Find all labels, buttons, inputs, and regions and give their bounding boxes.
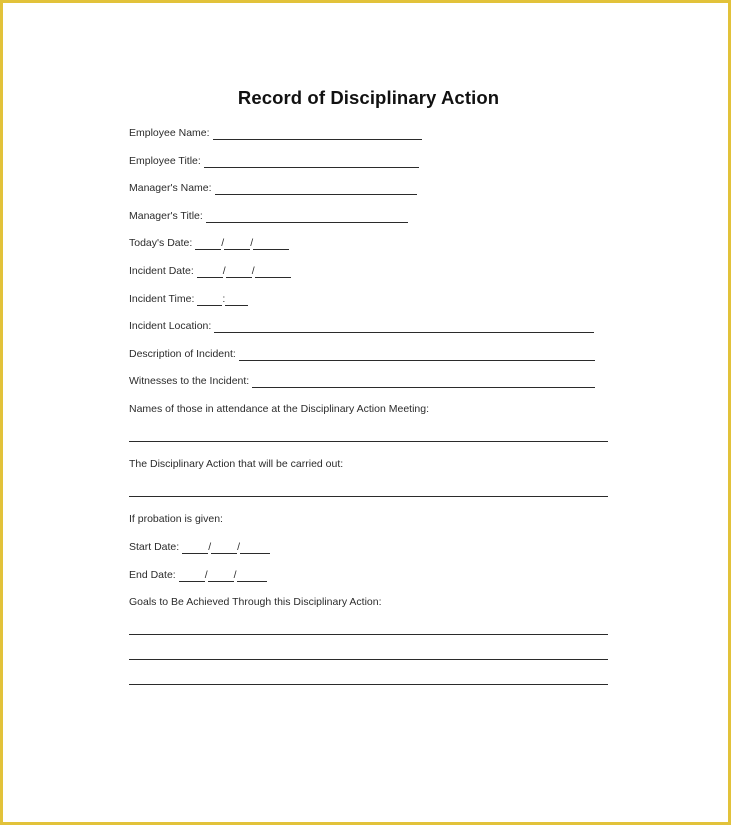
managers-title-blank[interactable]: [206, 211, 408, 223]
date-separator: /: [237, 541, 241, 553]
managers-title-label: Manager's Title:: [129, 210, 203, 222]
incident-time-label: Incident Time:: [129, 293, 195, 305]
end-date-month-blank[interactable]: [179, 570, 205, 582]
goals-row: [129, 595, 382, 609]
date-separator: /: [222, 265, 226, 277]
todays-date-month-blank[interactable]: [195, 238, 221, 250]
goals-blank-3[interactable]: [129, 684, 608, 685]
incident-date-row: [129, 264, 291, 278]
incident-time-minute-blank[interactable]: [225, 294, 248, 306]
incident-time-hour-blank[interactable]: [197, 294, 222, 306]
incident-date-month-blank[interactable]: [197, 266, 223, 278]
action-row: [129, 457, 343, 471]
form-title: Record of Disciplinary Action: [237, 87, 500, 108]
goals-blank-2[interactable]: [129, 659, 608, 660]
incident-date-day-blank[interactable]: [226, 266, 252, 278]
managers-name-blank[interactable]: [215, 183, 417, 195]
end-date-year-blank[interactable]: [237, 570, 267, 582]
employee-title-row: [129, 154, 419, 168]
end-date-day-blank[interactable]: [208, 570, 234, 582]
employee-name-row: [129, 126, 422, 140]
todays-date-day-blank[interactable]: [224, 238, 250, 250]
managers-name-label: Manager's Name:: [129, 182, 212, 194]
todays-date-row: [129, 236, 289, 250]
goals-label: Goals to Be Achieved Through this Disciplinary Action:: [129, 596, 382, 608]
incident-time-row: [129, 292, 248, 306]
date-separator: /: [250, 237, 254, 249]
description-row: [129, 347, 595, 361]
date-separator: /: [208, 541, 212, 553]
date-separator: /: [221, 237, 225, 249]
incident-location-blank[interactable]: [214, 321, 594, 333]
witnesses-label: Witnesses to the Incident:: [129, 375, 250, 387]
incident-location-label: Incident Location:: [129, 320, 212, 332]
description-label: Description of Incident:: [129, 348, 236, 360]
managers-name-row: [129, 181, 417, 195]
start-date-year-blank[interactable]: [240, 542, 270, 554]
attendance-blank[interactable]: [129, 441, 608, 442]
employee-title-blank[interactable]: [204, 156, 419, 168]
end-date-row: [129, 568, 267, 582]
incident-date-year-blank[interactable]: [255, 266, 291, 278]
witnesses-blank[interactable]: [252, 376, 595, 388]
todays-date-label: Today's Date:: [129, 237, 193, 249]
managers-title-row: [129, 209, 408, 223]
date-separator: /: [233, 569, 237, 581]
start-date-day-blank[interactable]: [211, 542, 237, 554]
attendance-row: [129, 402, 429, 416]
employee-name-label: Employee Name:: [129, 127, 210, 139]
probation-label: If probation is given:: [129, 513, 223, 525]
witnesses-row: [129, 374, 595, 388]
incident-date-label: Incident Date:: [129, 265, 194, 277]
time-separator: :: [222, 293, 226, 305]
start-date-month-blank[interactable]: [182, 542, 208, 554]
start-date-row: [129, 540, 270, 554]
action-label: The Disciplinary Action that will be carried out:: [129, 458, 344, 470]
todays-date-year-blank[interactable]: [253, 238, 289, 250]
action-blank[interactable]: [129, 496, 608, 497]
start-date-label: Start Date:: [129, 541, 180, 553]
end-date-label: End Date:: [129, 569, 176, 581]
goals-blank-1[interactable]: [129, 634, 608, 635]
incident-location-row: [129, 319, 594, 333]
employee-title-label: Employee Title:: [129, 155, 201, 167]
employee-name-blank[interactable]: [213, 128, 422, 140]
date-separator: /: [251, 265, 255, 277]
date-separator: /: [204, 569, 208, 581]
description-blank[interactable]: [239, 349, 595, 361]
attendance-label: Names of those in attendance at the Disciplinary Action Meeting:: [129, 403, 429, 415]
probation-row: [129, 512, 223, 526]
